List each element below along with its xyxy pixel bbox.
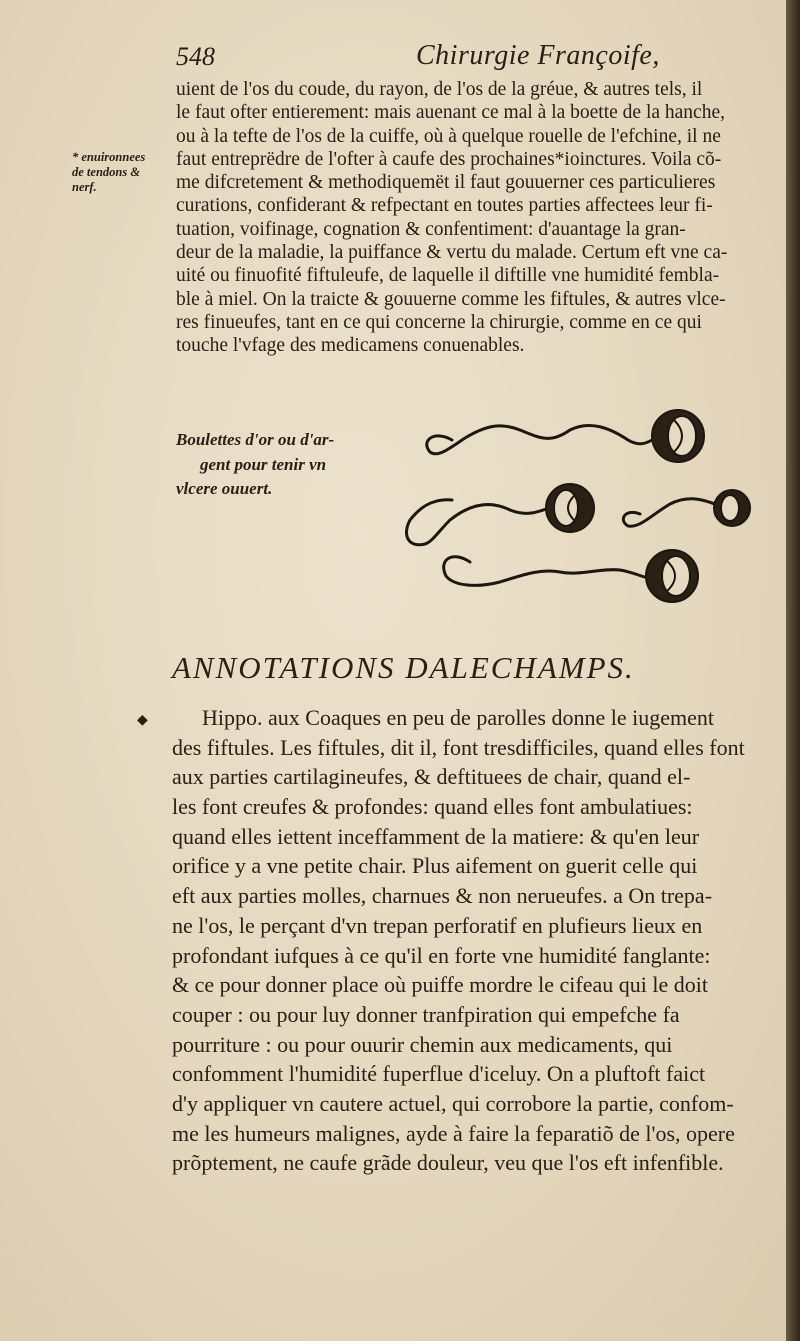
margin-note-line: nerf. (72, 180, 97, 194)
page-header (0, 40, 800, 80)
text-line: ble à miel. On la traicte & gouuerne comme les fiftules, & autres vlce- (176, 288, 726, 310)
text-line: uité ou finuofité fiftuleufe, de laquelle il diftille vne humidité fembla- (176, 265, 720, 287)
margin-note (72, 150, 176, 195)
figure-caption (176, 428, 396, 502)
text-line: faut entreprëdre de l'ofter à caufe des prochaines*ioinctures. Voila cõ- (176, 148, 722, 170)
text-line: touche l'vfage des medicamens conuenables. (176, 335, 525, 357)
text-line: ou à la tefte de l'os de la cuiffe, où à quelque rouelle de l'efchine, il ne (176, 125, 721, 147)
annotations-text (172, 703, 788, 1178)
ball-instruments-figure (390, 400, 770, 610)
text-line: uient de l'os du coude, du rayon, de l'os de la gréue, & autres tels, il (176, 79, 703, 100)
page-number: 548 (176, 42, 215, 71)
diamond-ornament-icon: ◆ (137, 713, 148, 728)
annotations-title: ANNOTATIONS DALECHAMPS. (172, 650, 635, 685)
main-text (176, 78, 786, 358)
annotation-line: d'y appliquer vn cautere actuel, qui corrobore la partie, confom- (172, 1090, 734, 1116)
text-line: le faut ofter entierement: mais auenant ce mal à la boette de la hanche, (176, 102, 725, 124)
text-line: me difcretement & methodiquemët il faut gouuerner ces particulieres (176, 172, 716, 194)
text-line: res finueufes, tant en ce qui concerne la chirurgie, comme en ce qui (176, 311, 702, 333)
annotation-line: Hippo. aux Coaques en peu de parolles donne le iugement (202, 705, 714, 730)
text-line: curations, confiderant & refpectant en toutes parties affectees leur fi- (176, 195, 713, 217)
margin-note-line: de tendons & (72, 165, 141, 179)
annotation-line: & ce pour donner place où puiffe mordre le cifeau qui le doit (172, 972, 708, 998)
annotation-line: aux parties cartilagineufes, & deftituees de chair, quand el- (172, 764, 691, 790)
text-line: deur de la maladie, la puiffance & vertu du malade. Certum eft vne ca- (176, 242, 728, 264)
annotation-line: pourriture : ou pour ouurir chemin aux medicaments, qui (172, 1031, 673, 1057)
annotation-line: eft aux parties molles, charnues & non nerueufes. a On trepa- (172, 883, 713, 909)
annotation-line: profondant iufques à ce qu'il en forte vne humidité fanglante: (172, 942, 711, 968)
caption-line: gent pour tenir vn (200, 454, 327, 474)
annotation-line: ne l'os, le perçant d'vn trepan perforatif en plufieurs lieux en (172, 912, 703, 938)
annotation-line: couper : ou pour luy donner tranfpiration qui empefche fa (172, 1001, 680, 1027)
annotation-line: les font creufes & profondes: quand elles font ambulatiues: (172, 794, 693, 820)
annotation-line: orifice y a vne petite chair. Plus aifement on guerit celle qui (172, 853, 698, 879)
annotation-line: quand elles iettent inceffamment de la matiere: & qu'en leur (172, 823, 700, 849)
caption-line: vlcere ouuert. (176, 479, 273, 498)
caption-line: Boulettes d'or ou d'ar- (176, 430, 335, 449)
annotation-line: prõptement, ne caufe grãde douleur, veu que l'os eft infenfible. (172, 1150, 724, 1176)
annotation-line: confomment l'humidité fuperflue d'iceluy. On a pluftoft faict (172, 1061, 706, 1087)
margin-note-line: * enuironnees (72, 150, 146, 164)
annotation-line: des fiftules. Les fiftules, dit il, font tresdifficiles, quand elles font (172, 734, 745, 760)
annotation-line: me les humeurs malignes, ayde à faire la feparatiõ de l'os, opere (172, 1120, 735, 1146)
text-line: tuation, voifinage, cognation & confentiment: d'auantage la gran- (176, 218, 686, 240)
running-title: Chirurgie Françoife, (416, 40, 660, 71)
page-edge (786, 0, 800, 1341)
